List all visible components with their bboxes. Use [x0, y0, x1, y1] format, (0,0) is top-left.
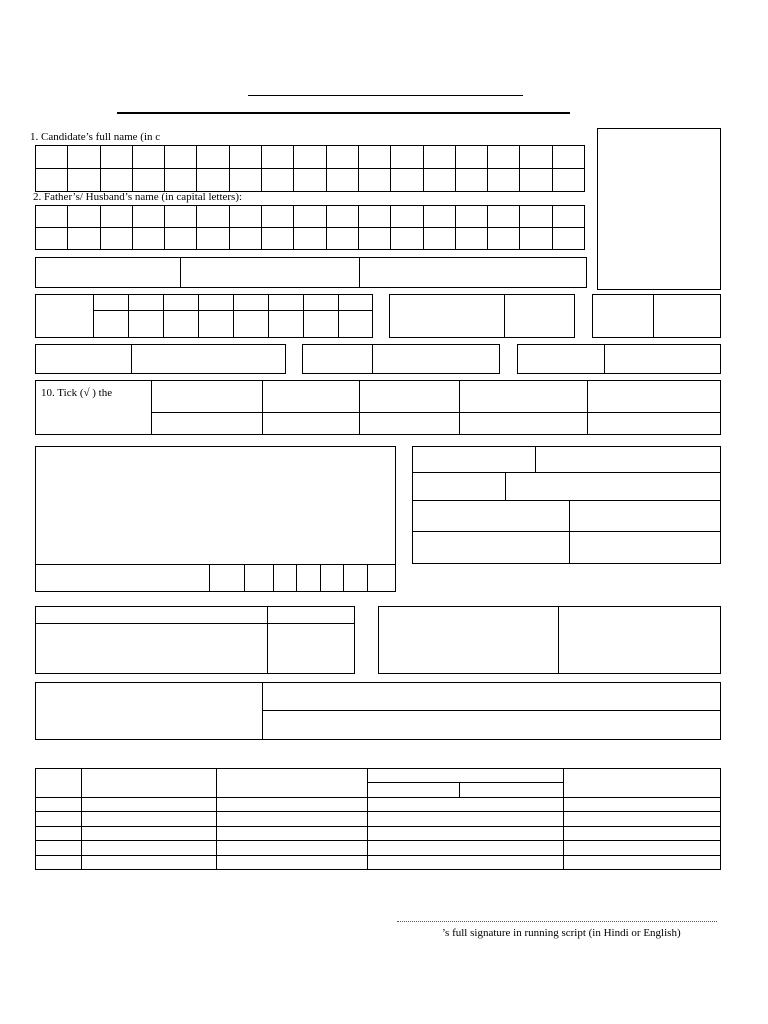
- divider: [558, 606, 559, 674]
- divider: [563, 768, 564, 870]
- divider: [233, 294, 234, 338]
- divider: [569, 500, 570, 564]
- divider: [151, 380, 152, 435]
- divider: [267, 606, 268, 674]
- divider: [180, 257, 181, 288]
- address-box[interactable]: [35, 446, 396, 592]
- tick-category-table: [35, 380, 721, 435]
- divider: [198, 294, 199, 338]
- divider: [367, 564, 368, 592]
- divider: [338, 294, 339, 338]
- divider: [320, 564, 321, 592]
- divider: [216, 768, 217, 870]
- field-box[interactable]: [35, 344, 286, 374]
- table-row: [35, 855, 721, 856]
- photo-box: [597, 128, 721, 290]
- divider: [244, 564, 245, 592]
- divider: [262, 682, 263, 740]
- divider: [35, 564, 396, 565]
- table-row: [35, 826, 721, 827]
- divider: [151, 412, 721, 413]
- divider: [163, 294, 164, 338]
- divider: [93, 294, 94, 338]
- table-row: [35, 797, 721, 798]
- father-husband-name-label: 2. Father’s/ Husband’s name (in capital letters):: [33, 191, 243, 203]
- field-box[interactable]: [378, 606, 721, 674]
- divider: [81, 768, 82, 870]
- field-box[interactable]: [592, 294, 721, 338]
- field-box[interactable]: [517, 344, 721, 374]
- title-rule-top: [248, 95, 523, 96]
- divider: [459, 380, 460, 435]
- divider: [35, 623, 355, 624]
- table-row: [35, 840, 721, 841]
- divider: [131, 344, 132, 374]
- divider: [412, 500, 721, 501]
- divider: [273, 564, 274, 592]
- divider: [367, 768, 368, 870]
- candidate-name-label: 1. Candidate’s full name (in c: [30, 131, 161, 143]
- divider: [412, 531, 721, 532]
- divider: [412, 472, 721, 473]
- divider: [604, 344, 605, 374]
- divider: [262, 710, 721, 711]
- father-husband-name-grid[interactable]: [35, 205, 585, 250]
- divider: [128, 294, 129, 338]
- field-box[interactable]: [35, 682, 721, 740]
- divider: [262, 380, 263, 435]
- field-row-3[interactable]: [35, 257, 587, 288]
- divider: [535, 446, 536, 472]
- field-box[interactable]: [389, 294, 575, 338]
- divider: [209, 564, 210, 592]
- field-box[interactable]: [35, 606, 355, 674]
- divider: [505, 472, 506, 500]
- divider: [367, 782, 563, 783]
- divider: [296, 564, 297, 592]
- dob-box[interactable]: [35, 294, 373, 338]
- title-rule-bottom: [117, 112, 570, 114]
- divider: [504, 294, 505, 338]
- divider: [653, 294, 654, 338]
- candidate-name-grid[interactable]: [35, 145, 585, 192]
- divider: [372, 344, 373, 374]
- divider: [459, 782, 460, 797]
- signature-caption: ’s full signature in running script (in Hindi or English): [442, 927, 681, 939]
- field-box[interactable]: [412, 446, 721, 564]
- divider: [587, 380, 588, 435]
- divider: [268, 294, 269, 338]
- field-box[interactable]: [302, 344, 500, 374]
- signature-line[interactable]: [397, 921, 717, 922]
- divider: [303, 294, 304, 338]
- tick-category-label: 10. Tick (√ ) the: [41, 387, 113, 399]
- divider: [343, 564, 344, 592]
- table-row: [35, 811, 721, 812]
- divider: [359, 257, 360, 288]
- divider: [359, 380, 360, 435]
